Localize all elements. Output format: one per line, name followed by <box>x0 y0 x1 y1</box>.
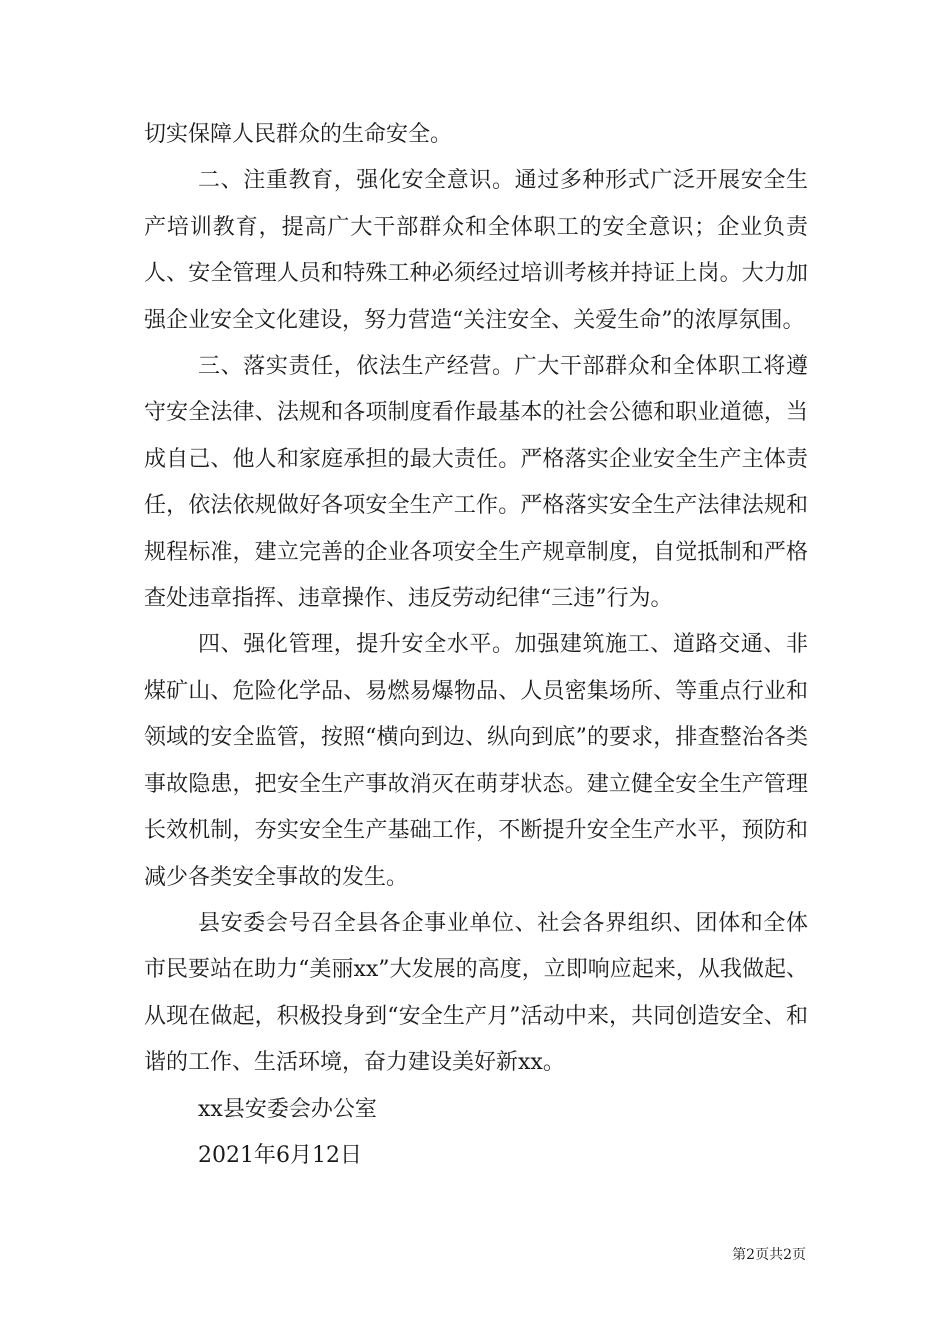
paragraph-responsibility: 三、落实责任，依法生产经营。广大干部群众和全体职工将遵守安全法律、法规和各项制度看作最基本的社会公德和职业道德，当成自己、他人和家庭承担的最大责任。严格落实企业安全生产主体责任，依法依规做好各项安全生产工作。严格落实安全生产法律法规和规程标准，建立完善的企业各项安全生产规章制度，自觉抵制和严格查处违章指挥、违章操作、违反劳动纪律“三违”行为。 <box>144 354 808 612</box>
paragraph-continuation: 切实保障人民群众的生命安全。 <box>144 122 453 147</box>
page-number-footer: 第2页共2页 <box>732 1247 806 1263</box>
document-body <box>144 112 808 1179</box>
paragraph-management: 四、强化管理，提升安全水平。加强建筑施工、道路交通、非煤矿山、危险化学品、易燃易爆物品、人员密集场所、等重点行业和领域的安全监管，按照“横向到边、纵向到底”的要求，排查整治各类事故隐患，把安全生产事故消灭在萌芽状态。建立健全安全生产管理长效机制，夯实安全生产基础工作，不断提升安全生产水平，预防和减少各类安全事故的发生。 <box>144 632 808 890</box>
signature-date: 2021年6月12日 <box>198 1142 362 1168</box>
paragraph-call-to-action: 县安委会号召全县各企事业单位、社会各界组织、团体和全体市民要站在助力“美丽xx”大发展的高度，立即响应起来，从我做起、从现在做起，积极投身到“安全生产月”活动中来，共同创造安全、和谐的工作、生活环境，奋力建设美好新xx。 <box>144 910 808 1076</box>
signature-organization: xx县安委会办公室 <box>198 1096 377 1122</box>
paragraph-education: 二、注重教育，强化安全意识。通过多种形式广泛开展安全生产培训教育，提高广大干部群众和全体职工的安全意识；企业负责人、安全管理人员和特殊工种必须经过培训考核并持证上岗。大力加强企业安全文化建设，努力营造“关注安全、关爱生命”的浓厚氛围。 <box>144 168 808 333</box>
